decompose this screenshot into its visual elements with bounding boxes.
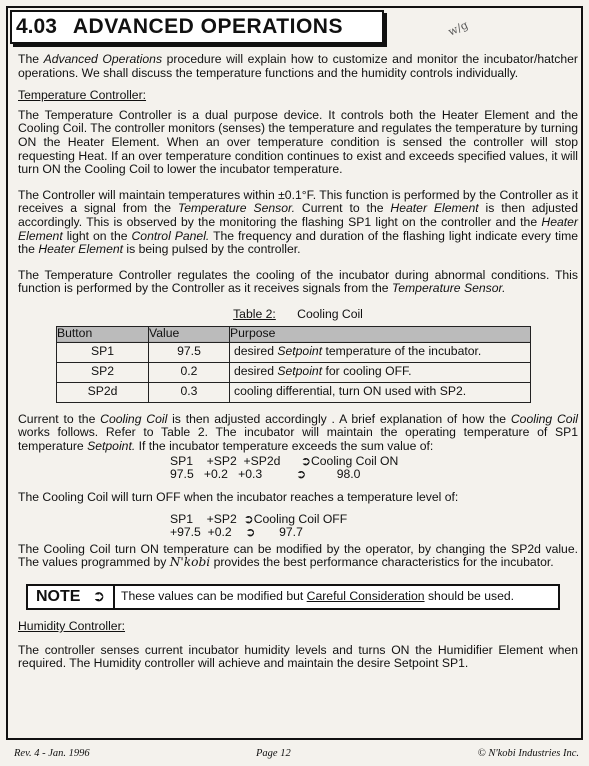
- cell-button: SP2d: [57, 382, 149, 402]
- temperature-paragraph-1: The Temperature Controller is a dual purpose device. It controls both the Heater Element and the Cooling Coil. The controller monitors (senses) the temperature and regulates the temperature by turning ON the Heater Element. When an over temperature condition is sensed the controller will stop requesting Heat. If an over temperature condition continues to exist and exceeds specified values, it will turn ON the Cooling Coil to lower the incubator temperature.: [18, 107, 579, 177]
- cooling-coil-table: [56, 326, 531, 403]
- note-text: These values can be modified but Careful Consideration should be used.: [121, 589, 515, 604]
- cell-value: 0.2: [149, 362, 230, 382]
- table-row: [57, 342, 531, 362]
- equation-line: SP1 +SP2 +SP2d ➲Cooling Coil ON: [170, 454, 399, 469]
- cell-button: SP2: [57, 362, 149, 382]
- humidity-controller-heading: Humidity Controller:: [18, 619, 126, 634]
- table-label: Table 2:: [233, 306, 276, 321]
- table-caption: [18, 308, 578, 322]
- section-title: ADVANCED OPERATIONS: [72, 15, 343, 38]
- table-title: Cooling Coil: [297, 306, 363, 321]
- page-content: [18, 53, 578, 680]
- cell-value: 97.5: [149, 342, 230, 362]
- footer-page-number: Page 12: [256, 748, 291, 759]
- cell-button: SP1: [57, 342, 149, 362]
- footer-copyright: © N'kobi Industries Inc.: [477, 748, 579, 759]
- temperature-paragraph-3: The Temperature Controller regulates the cooling of the incubator during abnormal conditions. This function is performed by the Controller as it receives signals from the Temperature Sensor.: [18, 267, 578, 296]
- cell-purpose: desired Setpoint for cooling OFF.: [230, 362, 531, 382]
- temperature-paragraph-2: The Controller will maintain temperatures within ±0.1°F. This function is performed by the Controller as it receives a signal from the Temperature Sensor. Current to the Heater Element is then adjusted accordingly. This is observed by the monitoring the flashing SP1 light on the controller and the Heater Element light on the Control Panel. The frequency and duration of the flashing light indicate every time the Heater Element is being pulsed by the controller.: [18, 187, 579, 257]
- cell-purpose: desired Setpoint temperature of the incubator.: [230, 342, 531, 362]
- intro-paragraph: The Advanced Operations procedure will explain how to customize and monitor the incubator/hatcher operations. We shall discuss the temperature functions and the humidity controls individually.: [18, 52, 578, 80]
- note-box: [26, 584, 560, 610]
- arrow-icon: ➲: [92, 588, 106, 606]
- section-header: [10, 10, 384, 44]
- cooling-paragraph-3: The Cooling Coil turn ON temperature can be modified by the operator, by changing the SP2d value. The values programmed by N'kobi provides the best performance characteristics for the incubator.: [18, 541, 578, 570]
- table-header-row: [57, 326, 531, 342]
- note-label: NOTE ➲: [28, 586, 115, 608]
- cooling-off-equation: [170, 513, 578, 539]
- table-row: [57, 382, 531, 402]
- equation-line: SP1 +SP2 ➲Cooling Coil OFF: [170, 511, 348, 526]
- temperature-controller-heading: Temperature Controller:: [18, 88, 147, 103]
- cooling-on-equation: [170, 455, 578, 481]
- column-header-button: Button: [57, 326, 149, 342]
- section-number: 4.03: [16, 15, 57, 38]
- brand-name: N'kobi: [169, 555, 211, 570]
- cell-value: 0.3: [149, 382, 230, 402]
- column-header-purpose: Purpose: [230, 326, 531, 342]
- cooling-paragraph-1: Current to the Cooling Coil is then adjusted accordingly . A brief explanation of how the Cooling Coil works follows. Refer to Table 2. The incubator will maintain the operating temperature of SP1 temperature Setpoint. If the incubator temperature exceeds the sum value of:: [18, 411, 579, 453]
- footer-revision: Rev. 4 - Jan. 1996: [14, 748, 90, 759]
- margin-scribble: w/g: [446, 18, 470, 39]
- cell-purpose: cooling differential, turn ON used with SP2.: [230, 382, 531, 402]
- column-header-value: Value: [149, 326, 230, 342]
- cooling-paragraph-2: The Cooling Coil will turn OFF when the incubator reaches a temperature level of:: [18, 490, 459, 505]
- equation-line: 97.5 +0.2 +0.3 ➲ 98.0: [170, 467, 361, 482]
- humidity-paragraph: The controller senses current incubator humidity levels and turns ON the Humidifier Element when required. The Humidity controller will achieve and maintain the desire Setpoint SP1.: [18, 642, 578, 671]
- equation-line: +97.5 +0.2 ➲ 97.7: [170, 524, 303, 539]
- table-row: [57, 362, 531, 382]
